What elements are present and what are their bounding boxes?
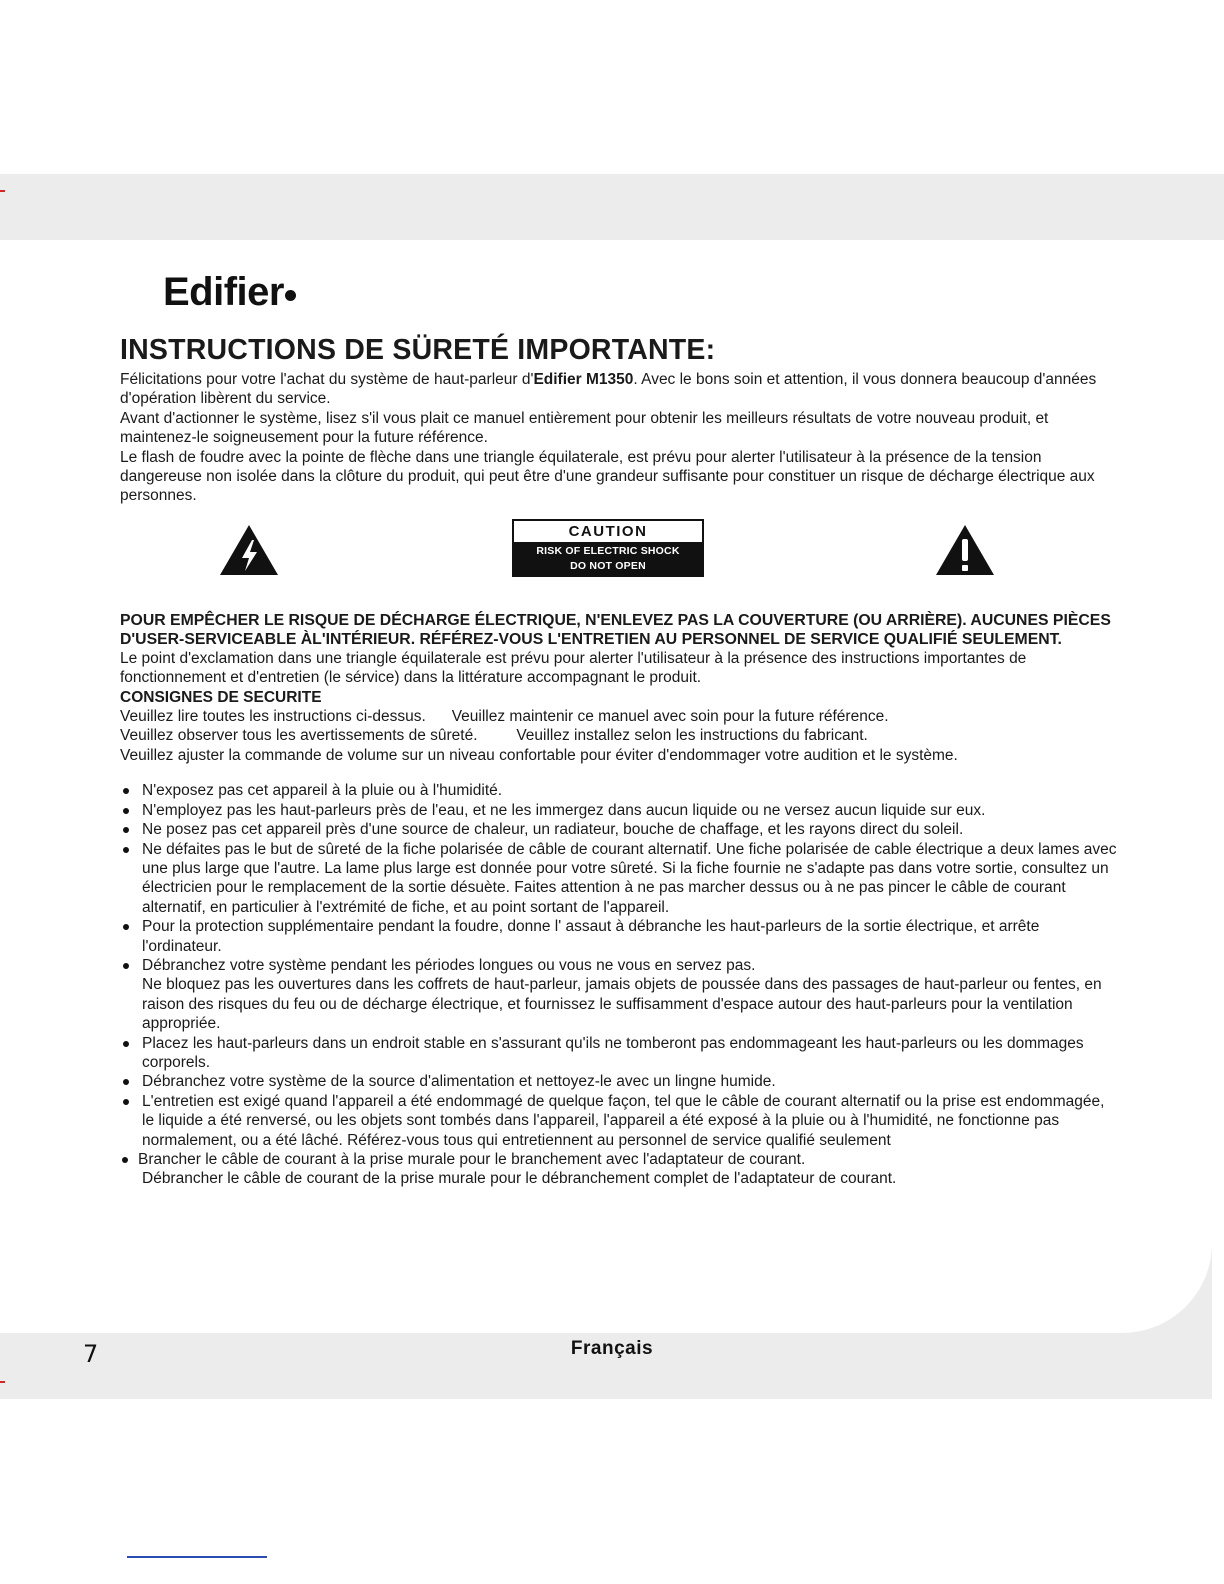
power-cord-item (120, 1150, 1120, 1189)
bottom-rule (127, 1556, 267, 1558)
warning-symbols-row (120, 511, 1120, 603)
list-item: Débranchez votre système de la source d'alimentation et nettoyez-le avec un lingne humide. (120, 1072, 1120, 1091)
exclamation-warning-icon (934, 523, 996, 577)
product-name: Edifier M1350 (533, 371, 634, 388)
logo-text: Edifier (163, 270, 284, 314)
list-item: Ne défaites pas le but de sûreté de la fiche polarisée de câble de courant alternatif. Une fiche polarisée de cable électrique a deux lames avec une plus large que l'autre. La lame plus large est donnée pour votre sûreté. Si la fiche fournie ne s'adapte pas dans votre sortie, consultez un électricien pour le remplacement de la sortie désuète. Faites attention à ne pas marcher dessus ou à ne pas pincer le câble de courant alternatif, en particulier à l'extrémité de fiche, et au point sortant de l'appareil. (120, 840, 1120, 918)
list-subparagraph: Ne bloquez pas les ouvertures dans les coffrets de haut-parleur, jamais objets de poussée dans des passages de haut-parleur ou fentes, en raison des risques du feu ou de décharge électrique, et fournissez le suffisamment d'espace autour des haut-parleurs pour la ventilation appropriée. (142, 976, 1102, 1033)
list-item: Placez les haut-parleurs dans un endroit stable en s'assurant qu'ils ne tomberont pas endommageant les haut-parleurs ou les dommages corporels. (120, 1034, 1120, 1073)
intro-paragraph-2: Avant d'actionner le système, lisez s'il vous plait ce manuel entièrement pour obtenir les meilleurs résultats de votre nouveau produit, et maintenez-le soigneusement pour la future référence. (120, 409, 1049, 447)
bullet-icon (123, 1099, 129, 1105)
bullet-icon (123, 808, 129, 814)
power-cord-line-2: Débrancher le câble de courant de la prise murale pour le débranchement complet de l'adaptateur de courant. (142, 1170, 897, 1188)
edifier-logo (163, 270, 296, 315)
list-item: Pour la protection supplémentaire pendant la foudre, donne l' assaut à débranche les haut-parleurs de la sortie électrique, et arrête l'ordinateur. (120, 917, 1120, 956)
bullet-icon (123, 1079, 129, 1085)
page-title: INSTRUCTIONS DE SÜRETÉ IMPORTANTE: (120, 334, 716, 366)
list-item: N'exposez pas cet appareil à la pluie ou à l'humidité. (120, 781, 1120, 800)
list-item: Débranchez votre système pendant les périodes longues ou vous ne vous en servez pas. (120, 956, 1120, 975)
power-cord-line-1: Brancher le câble de courant à la prise murale pour le branchement avec l'adaptateur de courant. (138, 1151, 806, 1168)
exclamation-explanation: Le point d'exclamation dans une triangle équilaterale est prévu pour alerter l'utilisateur à la présence des instructions importantes de fonctionnement et d'entretien (le sérvice) dans la littérature accompagnant le produit. (120, 649, 1027, 687)
bullet-icon (123, 963, 129, 969)
intro-paragraph-1: Félicitations pour votre l'achat du système de haut-parleur d'Edifier M1350. Avec le bons soin et attention, il vous donnera beaucoup d'années d'opération libèrent du service. (120, 371, 1097, 408)
caution-label (512, 519, 704, 577)
intro-paragraph-3: Le flash de foudre avec la pointe de flèche dans une triangle équilaterale, est prévu pour alerter l'utilisateur à la présence de la tension dangereuse non isolée dans la clôture du produit, qui peut être d'une grandeur suffisante pour constituer un risque de décharge électrique aux personnes. (120, 448, 1095, 505)
list-item: N'employez pas les haut-parleurs près de l'eau, et ne les immergez dans aucun liquide ou ne versez aucun liquide sur eux. (120, 801, 1120, 820)
bullet-icon (122, 1157, 128, 1163)
consignes-line-1: Veuillez lire toutes les instructions ci-dessus. Veuillez maintenir ce manuel avec soin pour la future référence. (120, 708, 889, 726)
list-item: Ne posez pas cet appareil près d'une source de chaleur, un radiateur, bouche de chaffage, et les rayons direct du soleil. (120, 820, 1120, 839)
bullet-icon (123, 827, 129, 833)
caution-line-2: DO NOT OPEN (570, 559, 646, 572)
crop-mark-top (0, 190, 5, 192)
language-label: Français (570, 1338, 654, 1359)
caution-header: CAUTION (568, 522, 648, 540)
consignes-heading: CONSIGNES DE SECURITE (120, 688, 322, 706)
caution-body (514, 542, 702, 575)
warning-bold-text: POUR EMPÊCHER LE RISQUE DE DÉCHARGE ÉLECTRIQUE, N'ENLEVEZ PAS LA COUVERTURE (OU ARRIÈRE). AUCUNES PIÈCES D'USER-SERVICEABLE ÀL'INTÉRIEUR. RÉFÉREZ-VOUS L'ENTRETIEN AU PERSONNEL DE SERVICE QUALIFIÉ SEULEMENT. (120, 611, 1111, 648)
bullet-icon (123, 924, 129, 930)
consignes-line-2: Veuillez observer tous les avertissements de sûreté. Veuillez installez selon les instructions du fabricant. (120, 727, 868, 745)
logo-dot-icon (285, 290, 296, 301)
bullet-icon (123, 847, 129, 853)
consignes-line-3: Veuillez ajuster la commande de volume sur un niveau confortable pour éviter d'endommager votre audition et le système. (120, 746, 958, 764)
crop-mark-bottom (0, 1381, 5, 1383)
page-number: 7 (83, 1340, 99, 1368)
bullet-icon (123, 788, 129, 794)
safety-bullet-list (120, 781, 1120, 1150)
lightning-warning-icon (218, 523, 280, 577)
bullet-icon (123, 1041, 129, 1047)
document-body (120, 334, 1120, 1189)
caution-line-1: RISK OF ELECTRIC SHOCK (536, 544, 680, 557)
list-item: L'entretien est exigé quand l'appareil a été endommagé de quelque façon, tel que le câble de courant alternatif ou la prise est endommagée, le liquide a été renversé, ou les objets sont tombés dans l'appareil, l'appareil a été exposé à la pluie ou à l'humidité, ne fonctionne pas normalement, ou a été lâché. Référez-vous tous qui entretiennent au personnel de service qualifié seulement (120, 1092, 1120, 1150)
